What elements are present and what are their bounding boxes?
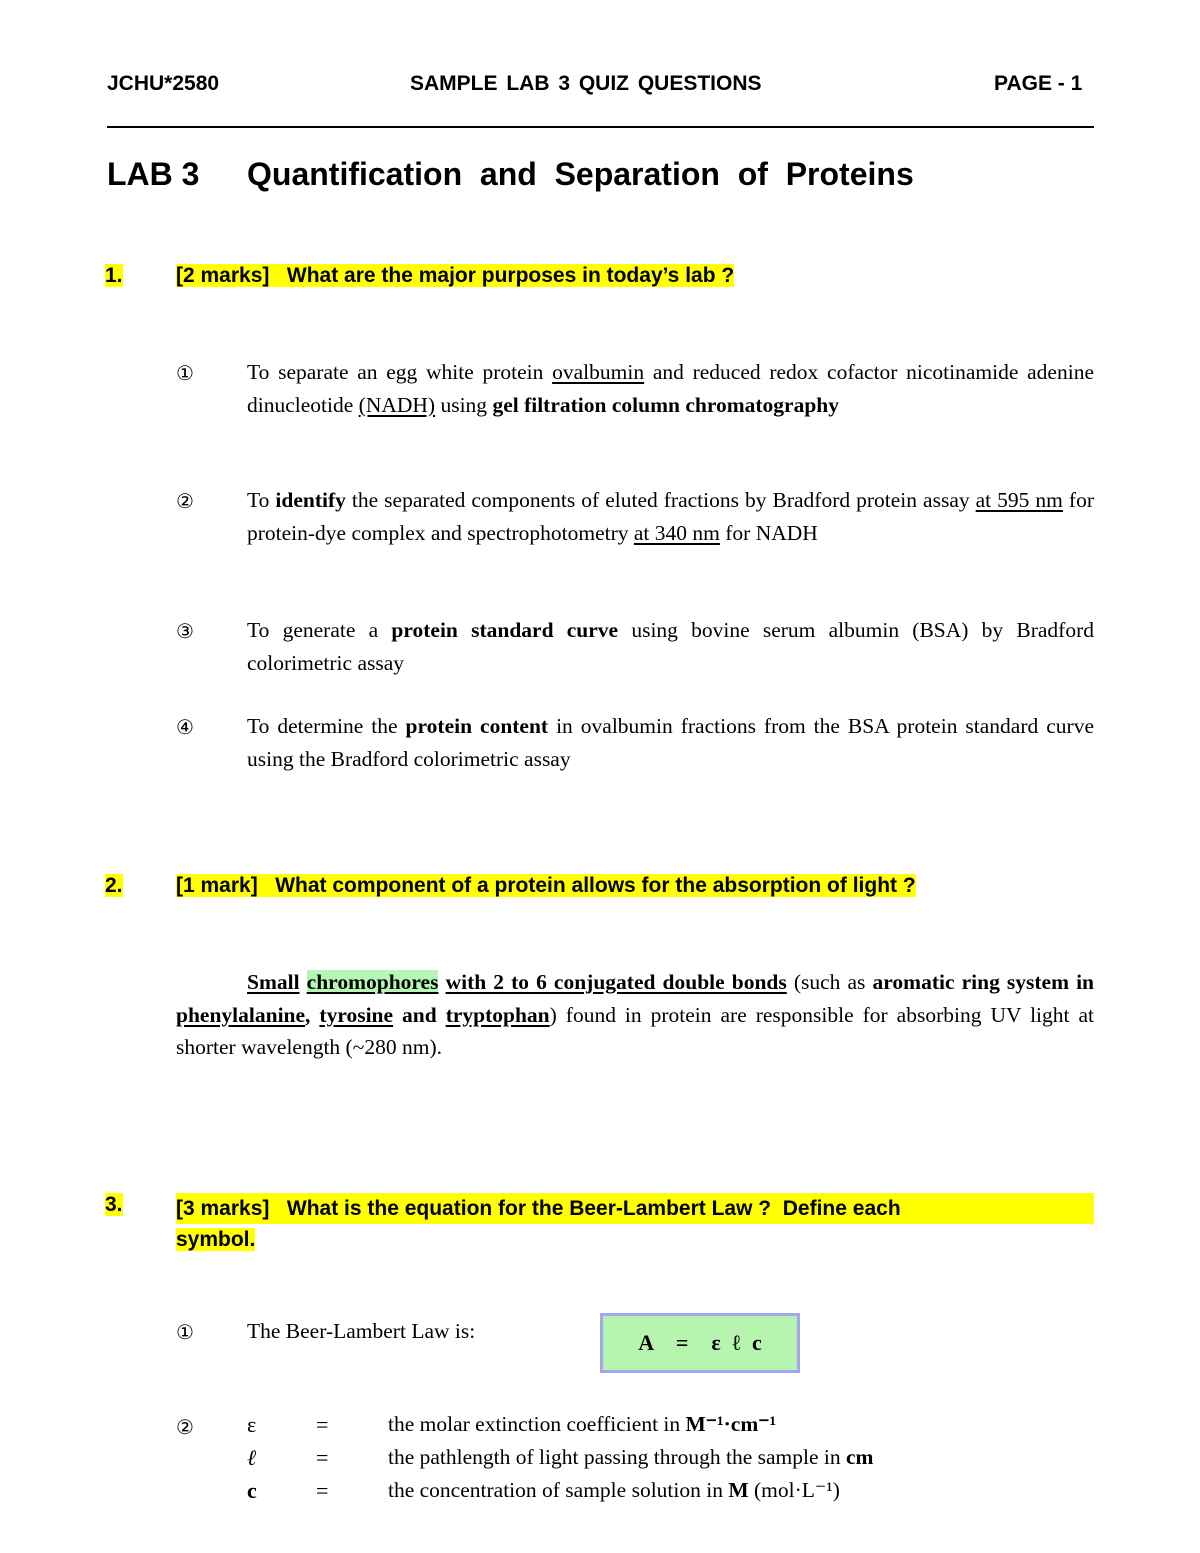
question-3-prompt: [3 marks] What is the equation for the Beer-Lambert Law ? Define each xyxy=(176,1197,901,1220)
header-rule xyxy=(107,126,1094,128)
question-1-text xyxy=(176,264,734,288)
bullet-4: ④ xyxy=(176,715,194,739)
bold-term: gel filtration column chromatography xyxy=(492,392,839,417)
answer-text: using bovine serum albumin (BSA) by Bradford colorimetric assay xyxy=(247,618,1094,675)
definition-text: the molar extinction coefficient in xyxy=(388,1412,686,1436)
question-2-number-text: 2. xyxy=(105,874,123,897)
answer-1-3 xyxy=(247,614,1094,679)
symbol-epsilon: ε xyxy=(247,1412,257,1437)
symbol-ell: ℓ xyxy=(247,1445,257,1470)
answer-text: for protein-dye complex and spectrophotometry xyxy=(247,488,1095,545)
underlined-term: (NADH) xyxy=(358,392,436,417)
bullet-3: ③ xyxy=(176,619,194,643)
bullet-2: ② xyxy=(176,489,194,513)
bold-term: and xyxy=(393,1002,446,1027)
definition-c xyxy=(388,1478,840,1503)
lab-number: LAB 3 xyxy=(107,156,200,192)
bold-term: identify xyxy=(275,488,346,512)
answer-1-1 xyxy=(247,356,1094,421)
answer-text: To generate a xyxy=(247,618,392,642)
bullet-1: ① xyxy=(176,361,194,385)
answer-text: To determine the xyxy=(247,714,406,738)
underlined-term: with 2 to 6 conjugated double bonds xyxy=(445,970,787,994)
equals-sign: = xyxy=(316,1478,329,1503)
answer-2 xyxy=(176,966,1094,1064)
definition-text: the concentration of sample solution in xyxy=(388,1478,729,1502)
underlined-term: at 340 nm xyxy=(633,520,720,545)
underlined-term: ovalbumin xyxy=(552,360,645,384)
bold-term: protein content xyxy=(405,714,549,738)
beer-lambert-label: The Beer-Lambert Law is: xyxy=(247,1319,476,1343)
bold-term: protein standard curve xyxy=(391,618,619,642)
question-3-line-1 xyxy=(176,1193,1094,1224)
answer-text: for NADH xyxy=(719,520,818,545)
question-1-prompt: [2 marks] What are the major purposes in today’s lab ? xyxy=(176,264,735,287)
question-3-prompt-cont: symbol. xyxy=(176,1228,256,1251)
question-2-text xyxy=(176,874,916,898)
answer-text: using xyxy=(435,392,493,417)
answer-1-4 xyxy=(247,710,1094,775)
question-1-number xyxy=(105,264,123,288)
answer-text: in ovalbumin fractions from the BSA protein standard curve using the Bradford colorimetric assay xyxy=(247,714,1094,771)
lab-title: Quantification and Separation of Proteins xyxy=(247,156,914,192)
answer-text: the separated components of eluted fractions by Bradford protein assay xyxy=(345,488,976,512)
unit: cm xyxy=(846,1445,874,1469)
bullet-3-2: ② xyxy=(176,1415,194,1439)
question-3-number xyxy=(105,1193,123,1217)
answer-text: To xyxy=(247,488,276,512)
equals-sign: = xyxy=(316,1445,329,1470)
definition-text: the pathlength of light passing through the sample in xyxy=(388,1445,846,1469)
equals-sign: = xyxy=(316,1412,329,1437)
question-2-number xyxy=(105,874,123,898)
unit: M xyxy=(728,1478,749,1502)
underlined-term: Small xyxy=(247,970,300,994)
underlined-term: phenylalanine xyxy=(176,1002,306,1027)
underlined-term: tryptophan xyxy=(445,1002,550,1027)
underlined-term: tyrosine xyxy=(319,1002,394,1027)
definition-epsilon xyxy=(388,1412,776,1437)
beer-lambert-formula: A = ε ℓ c xyxy=(638,1330,762,1355)
symbol-c: c xyxy=(247,1478,257,1503)
definition-tail: (mol·L⁻¹) xyxy=(748,1478,840,1502)
answer-text: (such as xyxy=(786,970,873,994)
document-title: SAMPLE LAB 3 QUIZ QUESTIONS xyxy=(410,72,762,95)
formula-box xyxy=(600,1313,800,1373)
bold-term: aromatic ring system in xyxy=(872,970,1095,994)
page-label: PAGE - 1 xyxy=(994,72,1083,95)
answer-1-2 xyxy=(247,484,1094,549)
bold-term: , xyxy=(305,1002,311,1027)
answer-text: To separate an egg white protein xyxy=(247,360,553,384)
question-1-number-text: 1. xyxy=(105,264,123,287)
answer-text: and reduced redox cofactor nicotinamide adenine dinucleotide xyxy=(247,360,1094,417)
unit: M⁻¹·cm⁻¹ xyxy=(685,1412,777,1436)
question-3-text xyxy=(176,1193,1094,1255)
definition-ell xyxy=(388,1445,873,1470)
question-3-number-text: 3. xyxy=(105,1193,123,1216)
question-2-prompt: [1 mark] What component of a protein allows for the absorption of light ? xyxy=(176,874,916,897)
answer-text: ) found in protein are responsible for absorbing UV light at shorter wavelength (~280 nm). xyxy=(176,1002,1095,1059)
highlighted-term: chromophores xyxy=(306,970,439,994)
bullet-3-1: ① xyxy=(176,1320,194,1344)
course-code: JCHU*2580 xyxy=(107,72,220,95)
underlined-term: at 595 nm xyxy=(975,488,1063,512)
